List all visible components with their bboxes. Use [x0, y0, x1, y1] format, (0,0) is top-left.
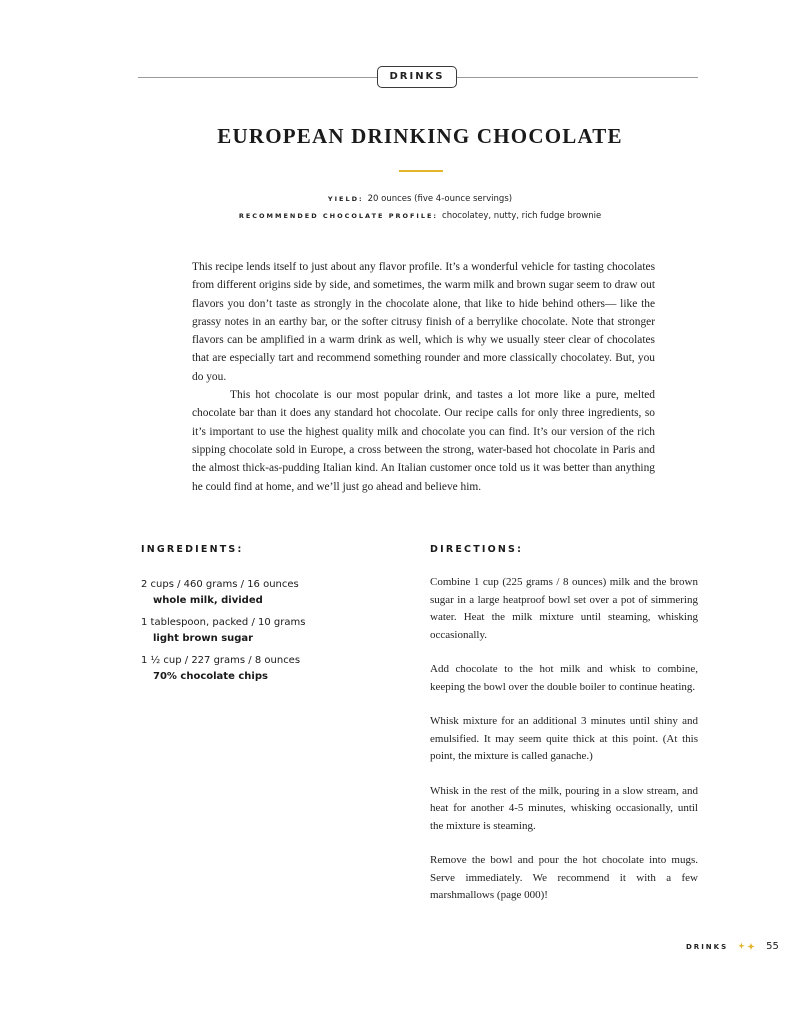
direction-step: Remove the bowl and pour the hot chocolate into mugs. Serve immediately. We recommend it with a few marshmallows (page 000)!: [430, 854, 698, 901]
direction-step: Add chocolate to the hot milk and whisk to combine, keeping the bowl over the double boiler to continue heating.: [430, 663, 698, 693]
profile-label: RECOMMENDED CHOCOLATE PROFILE:: [238, 212, 439, 220]
direction-step: Combine 1 cup (225 grams / 8 ounces) milk and the brown sugar in a large heatproof bowl set over a pot of simmering water. Heat the milk mixture until steaming, whisking occasionally.: [430, 576, 698, 641]
recipe-title: EUROPEAN DRINKING CHOCOLATE: [217, 124, 623, 148]
intro-paragraph: This recipe lends itself to just about any flavor profile. It’s a wonderful vehicle for tasting chocolates from different origins side by side, and sometimes, the warm milk and brown sugar seem to draw out flavors you don’t taste as strongly in the chocolate alone, that like to hide behind others— like the grassy notes in an earthy bar, or the softer citrusy finish of a berrylike chocolate. Note that stronger flavors can be amplified in a warm drink as well, which is why we usually steer clear of chocolates that are especially tart and recommend something rounder and more classically chocolatey. But, you do you.: [192, 261, 655, 383]
profile-line: [0, 211, 800, 221]
profile-value: chocolatey, nutty, rich fudge brownie: [442, 211, 602, 221]
yield-label: YIELD:: [327, 195, 364, 203]
ingredient-item: [141, 653, 381, 685]
ingredient-item: [141, 615, 381, 647]
sparkle-icon: [738, 942, 758, 952]
directions-heading: DIRECTIONS:: [430, 544, 524, 555]
intro-paragraph: This hot chocolate is our most popular drink, and tastes a lot more like a pure, melted chocolate bar than it does any standard hot chocolate. Our recipe calls for only three ingredients, so it’s important to use the highest quality milk and chocolate you can find. It’s our version of the rich sipping chocolate sold in Europe, a cross between the strong, water-based hot chocolate in Paris and the almost thick-as-pudding Italian kind. An Italian customer once told us it was better than anything he could find at home, and we’ll just go ahead and believe him.: [192, 389, 655, 493]
page-footer: [686, 941, 779, 952]
ingredient-amount: 1 tablespoon, packed / 10 grams: [141, 617, 306, 628]
title-accent-rule: [399, 170, 443, 172]
direction-step: Whisk mixture for an additional 3 minutes until shiny and emulsified. It may seem quite thick at this point. (At this point, the mixture is called ganache.): [430, 715, 698, 762]
ingredient-name: whole milk, divided: [153, 595, 263, 606]
ingredient-amount: 1 ½ cup / 227 grams / 8 ounces: [141, 655, 301, 666]
ingredient-name: 70% chocolate chips: [153, 671, 268, 682]
yield-value: 20 ounces (five 4-ounce servings): [367, 194, 513, 204]
ingredients-list: [141, 577, 381, 691]
ingredient-name: light brown sugar: [153, 633, 254, 644]
direction-step: Whisk in the rest of the milk, pouring in a slow stream, and heat for another 4-5 minutes, whisking occasionally, until the mixture is steaming.: [430, 784, 698, 832]
intro-text: [192, 258, 655, 496]
yield-line: [0, 194, 800, 204]
ingredient-amount: 2 cups / 460 grams / 16 ounces: [141, 579, 299, 590]
section-tag: DRINKS: [377, 66, 457, 88]
ingredients-heading: INGREDIENTS:: [141, 544, 244, 555]
footer-section-label: DRINKS: [686, 942, 729, 951]
ingredient-item: [141, 577, 381, 609]
directions-list: [430, 574, 698, 922]
page-number: 55: [766, 941, 779, 952]
